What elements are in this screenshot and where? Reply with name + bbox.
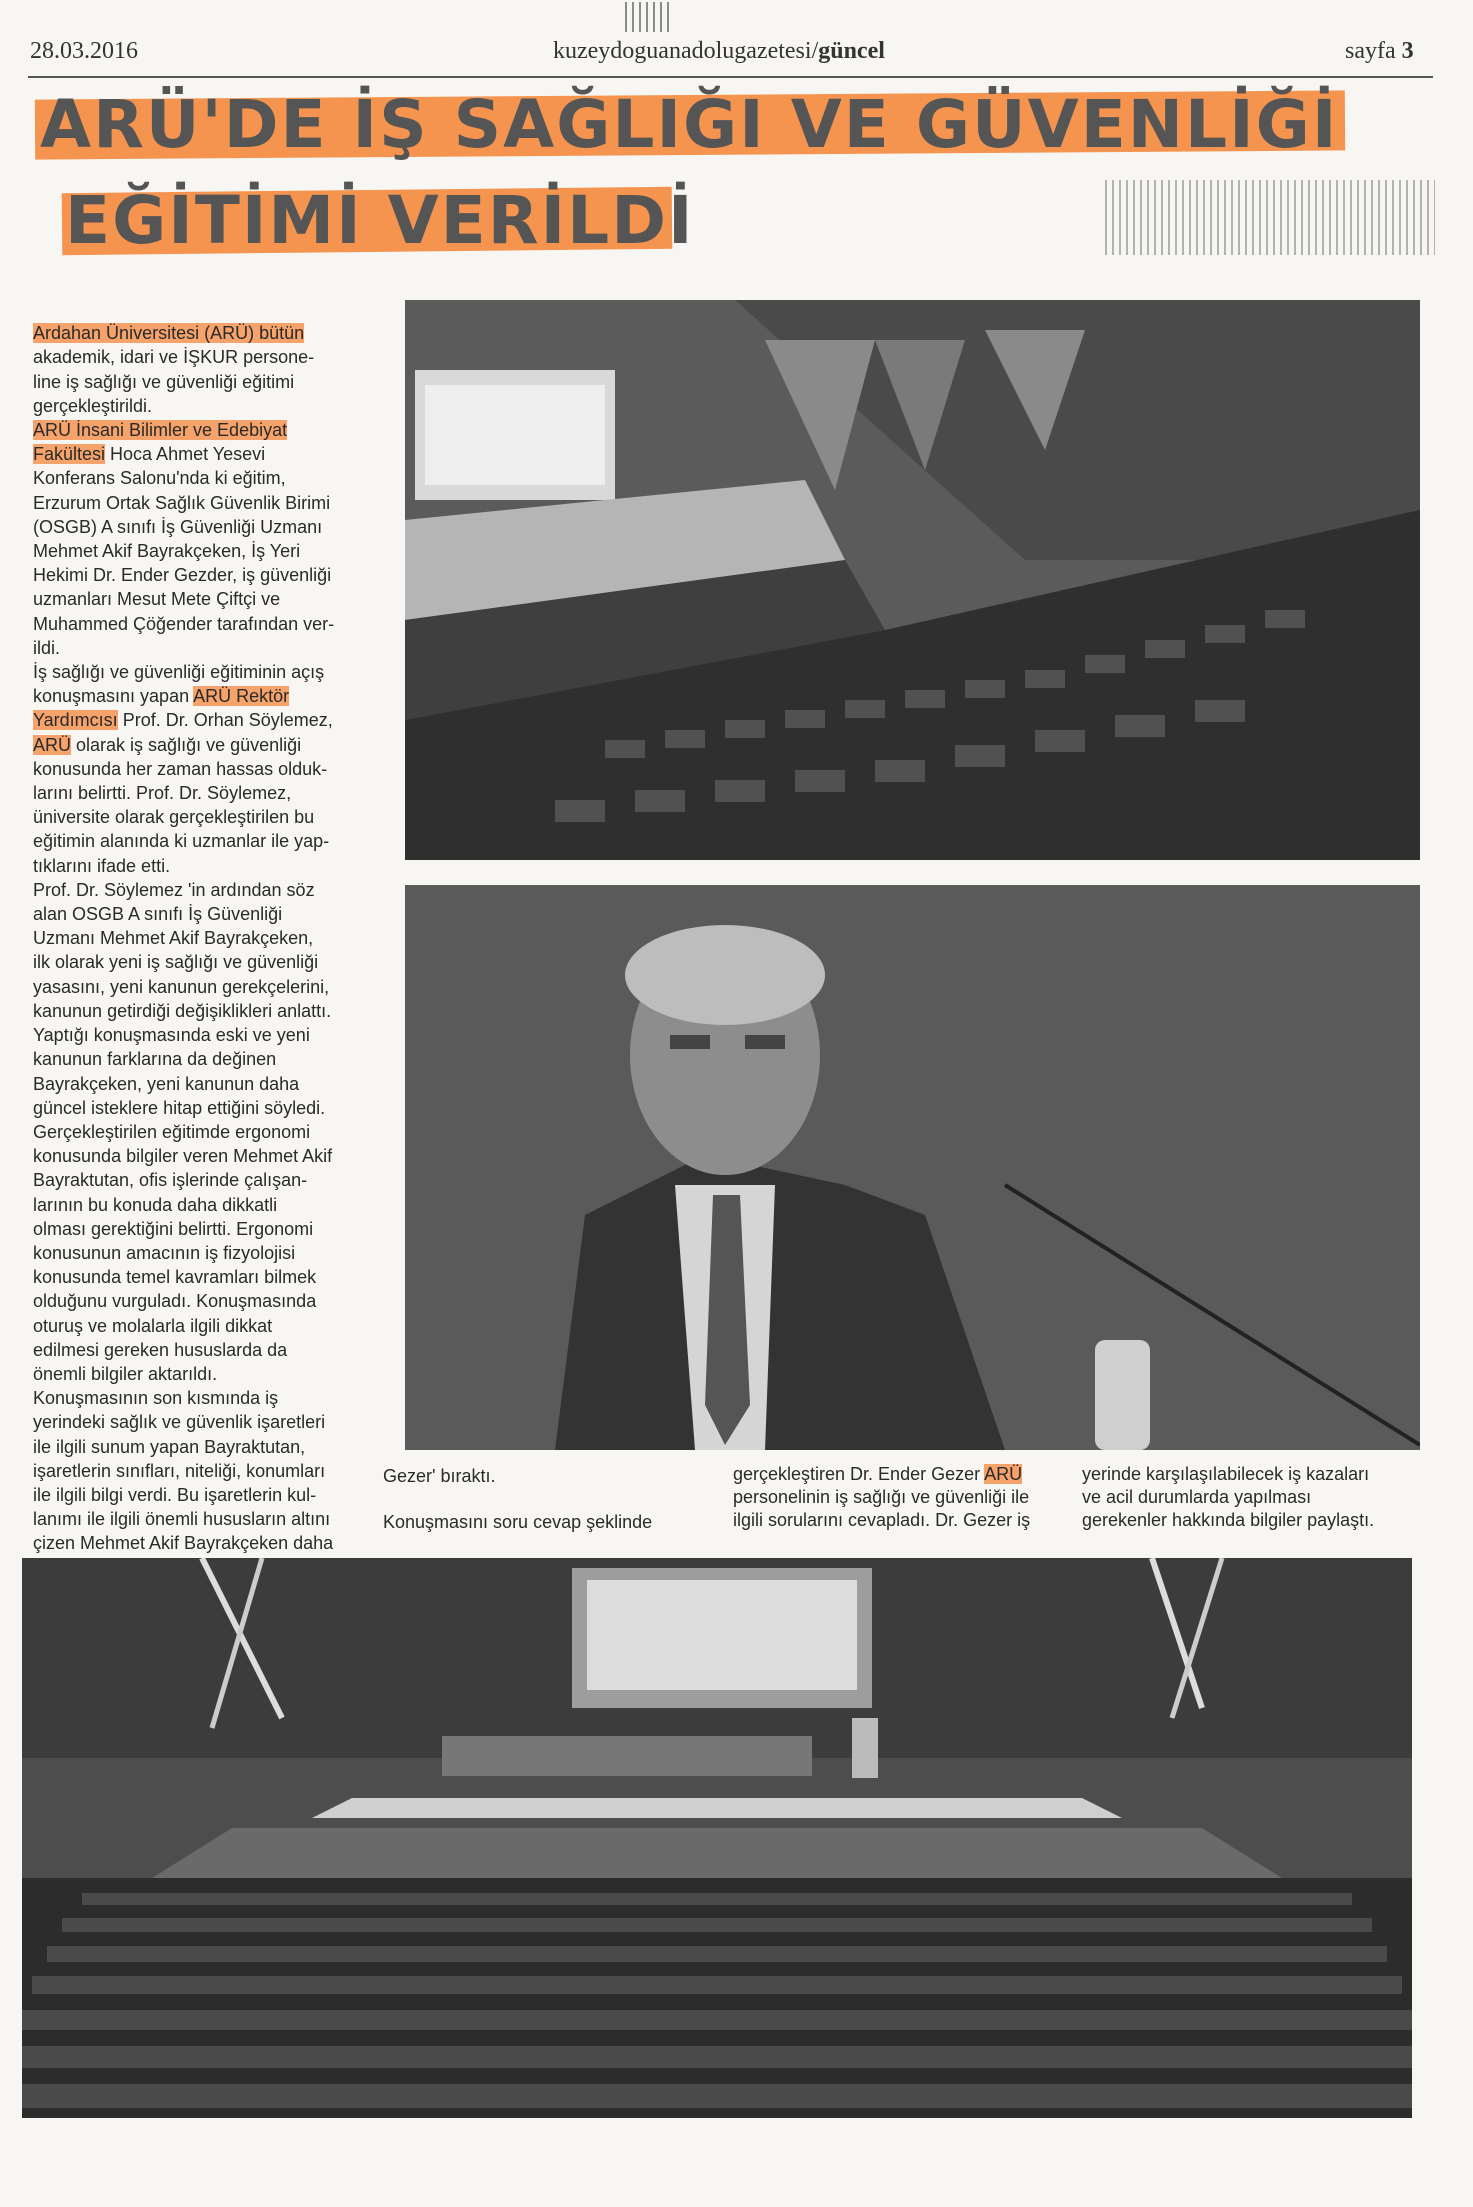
highlight-aru: ARÜ [33, 734, 72, 755]
scan-artifact-right [1105, 180, 1435, 255]
page-label: sayfa [1345, 38, 1396, 64]
highlight-rector-1: ARÜ Rektör [193, 686, 290, 707]
headline-line-1: ARÜ'DE İŞ SAĞLIĞI VE GÜVENLİĞİ [40, 86, 1339, 163]
paragraph-2: Hoca Ahmet Yesevi Konferans Salonu'nda ki eğitim, Erzurum Ortak Sağlık Güvenlik Birimi (OSGB) A sınıfı İş Güvenliği Uzmanı Mehmet Akif Bayrakçeken, İş Yeri Hekimi Dr. Ender Gezder, iş güvenliği uzmanları Mesut Mete Çiftçi ve Muhammed Çöğender tarafından ver- ildi. [33, 444, 335, 658]
speaker-photo [405, 885, 1420, 1450]
issue-date: 28.03.2016 [30, 38, 138, 64]
continuation-col-1: Gezer' bıraktı. Konuşmasını soru cevap şeklinde [383, 1466, 653, 1532]
paragraph-3-mid: Prof. Dr. Orhan Söylemez, [122, 710, 333, 731]
auditorium-photo [405, 300, 1420, 860]
page-indicator [1345, 38, 1414, 65]
paragraph-1: akademik, idari ve İŞKUR persone- line iş sağlığı ve güvenliği eğitimi gerçekleştirildi. [33, 347, 315, 416]
highlight-faculty-2: Fakültesi [33, 444, 106, 465]
highlight-university: Ardahan Üniversitesi (ARÜ) bütün [33, 323, 305, 344]
highlight-rector-2: Yardımcısı [33, 710, 118, 731]
wide-auditorium-photo [22, 1558, 1412, 2118]
highlight-aru-2: ARÜ [984, 1464, 1023, 1484]
continuation-col-2-start: gerçekleştiren Dr. Ender Gezer [733, 1464, 985, 1484]
continuation-col-2 [733, 1463, 1073, 1532]
publication-name: kuzeydoguanadolugazetesi/güncel [553, 38, 885, 64]
continuation-col-2-rest: personelinin iş sağlığı ve güvenliği ile ilgili sorularını cevapladı. Dr. Gezer iş [733, 1487, 1031, 1530]
headline-line-2: EĞİTİMİ VERİLDİ [65, 182, 695, 259]
section-name: güncel [818, 38, 885, 64]
article-body [33, 297, 398, 1580]
paragraph-4: Prof. Dr. Söylemez 'in ardından söz alan OSGB A sınıfı İş Güvenliği Uzmanı Mehmet Akif Bayrakçeken, ilk olarak yeni iş sağlığı ve güvenliği yasasını, yeni kanunun gerekçelerini, kanunun getirdiği değişiklikleri anlattı. Yaptığı konuşmasında eski ve yeni kanunun farklarına da değinen Bayrakçeken, yeni kanunun daha güncel isteklere hitap ettiğini söyledi. Gerçekleştirilen eğitimde ergonomi konusunda bilgiler veren Mehmet Akif Bayraktutan, ofis işlerinde çalışan- larının bu konuda daha dikkatli olması gerektiğini belirtti. Ergonomi konusunun amacının iş fizyolojisi konusunda temel kavramları bilmek olduğunu vurguladı. Konuşmasında oturuş ve molalarla ilgili dikkat edilmesi gereken hususlarda da önemli bilgiler aktarıldı. Konuşmasının son kısmında iş yerindeki sağlık ve güvenlik işaretleri ile ilgili sunum yapan Bayraktutan, işaretlerin sınıfları, niteliği, konumları ile ilgili bilgi verdi. Bu işaretlerin kul- lanımı ile ilgili önemli hususların altını çizen Mehmet Akif Bayrakçeken daha [33, 879, 334, 1554]
site-name: kuzeydoguanadolugazetesi [553, 38, 812, 64]
page-number: 3 [1401, 38, 1414, 64]
continuation-col-3: yerinde karşılaşılabilecek iş kazaları ve acil durumlarda yapılması gerekenler hakkında bilgiler paylaştı. [1082, 1464, 1375, 1530]
paragraph-3-rest: olarak iş sağlığı ve güvenliği konusunda her zaman hassas olduk- larını belirtti. Prof. Dr. Söylemez, üniversite olarak gerçekleştirilen bu eğitimin alanında ki uzmanlar ile yap- tıklarını ifade etti. [33, 734, 330, 876]
header-rule [28, 76, 1433, 78]
paragraph-3-start: İş sağlığı ve güvenliği eğitiminin açış konuşmasını yapan [33, 662, 325, 707]
highlight-faculty-1: ARÜ İnsani Bilimler ve Edebiyat [33, 420, 288, 441]
scan-artifact [625, 2, 670, 32]
